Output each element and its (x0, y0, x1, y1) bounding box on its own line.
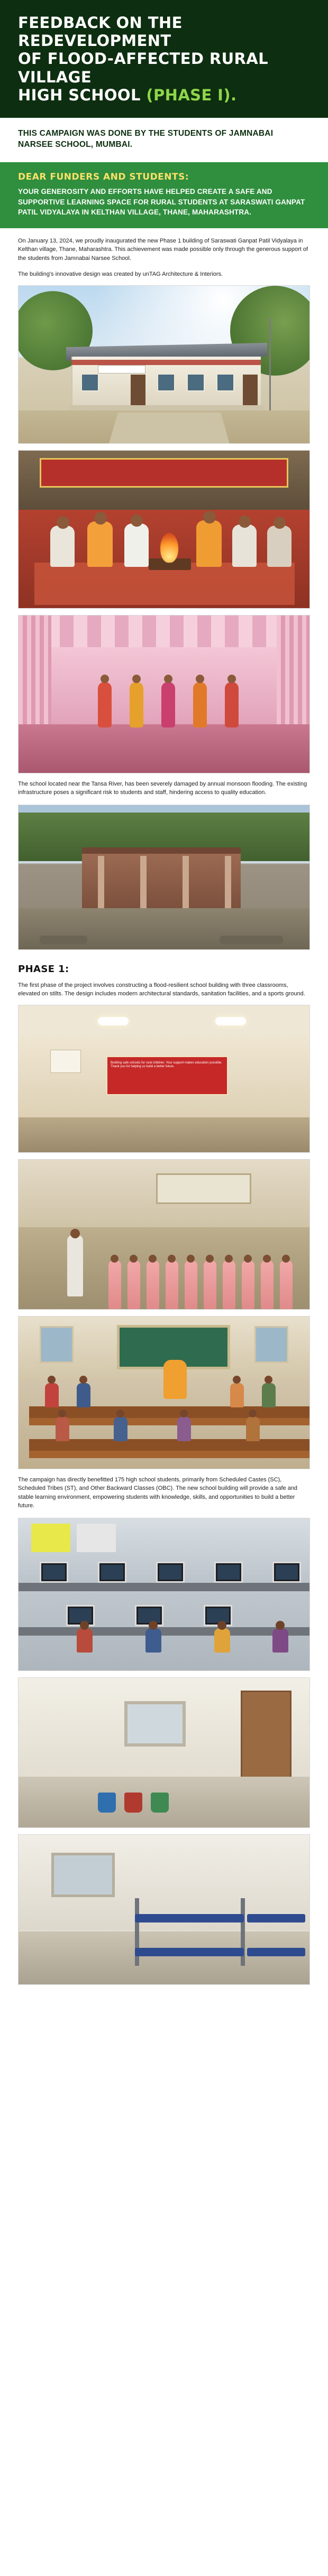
attendee (267, 526, 291, 567)
student (242, 1261, 254, 1309)
student-head (48, 1376, 56, 1384)
student (147, 1261, 159, 1309)
damage-paragraph: The school located near the Tansa River, has been severely damaged by annual monsoon flooding. The existing infrastructure poses a significant risk to students and staff, hindering access to quality education. (18, 780, 307, 796)
student (185, 1261, 197, 1309)
student (272, 1628, 288, 1653)
mattress (247, 1948, 305, 1956)
student-head (130, 1255, 138, 1263)
window (124, 1701, 186, 1747)
photo-inauguration-ceremony (18, 450, 310, 609)
monitor (98, 1562, 126, 1583)
pole (269, 318, 271, 413)
student-head (149, 1255, 157, 1263)
sign-text: Building safe schools for rural children. Your support makes education possible. Thank you for helping us build a better future. (111, 1061, 222, 1069)
photo-computer-lab (18, 1518, 310, 1671)
impact-paragraph: The campaign has directly benefitted 175 high school students, primarily from Scheduled Castes (SC), Scheduled Tribes (ST), and Other Backward Classes (OBC). The new school building will provide a safe and stable learning environment, empowering students with knowledge, skills, and opportunities to build a better future. (18, 1476, 298, 1509)
attendee-head (131, 515, 143, 527)
photo-sanitation-block (18, 1677, 310, 1828)
mattress (135, 1948, 244, 1956)
window (51, 1853, 115, 1897)
screen (138, 1608, 160, 1623)
title-banner (0, 0, 328, 118)
screen (276, 1565, 298, 1580)
column (140, 856, 147, 911)
attendee (50, 526, 75, 567)
poster-white (77, 1524, 116, 1552)
attendee (232, 525, 257, 567)
architect-paragraph: The building's innovative design was created by unTAG Architecture & Interiors. (18, 271, 223, 278)
student (230, 1383, 244, 1407)
student-head (233, 1376, 241, 1384)
student (166, 1261, 178, 1309)
column (98, 856, 104, 911)
monitor (40, 1562, 68, 1583)
student-head (206, 1255, 214, 1263)
attendee-head (203, 511, 216, 524)
student-head (111, 1255, 119, 1263)
student (77, 1628, 93, 1653)
student (280, 1261, 293, 1309)
photo-damaged-school (18, 805, 310, 950)
floor (19, 1117, 309, 1152)
ceiling-light (215, 1017, 246, 1025)
student (262, 1383, 276, 1407)
mattress (247, 1914, 305, 1922)
poster-yellow (31, 1524, 70, 1552)
student (204, 1261, 216, 1309)
student-head (263, 1255, 271, 1263)
campaign-subtitle: THIS CAMPAIGN WAS DONE BY THE STUDENTS OF JAMNABAI NARSEE SCHOOL, MUMBAI. (18, 129, 274, 150)
red-information-sign (106, 1056, 228, 1095)
student (114, 1417, 127, 1441)
attendee-head (239, 516, 251, 528)
screen (69, 1608, 92, 1623)
photo-classroom-sign (18, 1005, 310, 1153)
attendee (124, 524, 149, 567)
student (246, 1417, 260, 1441)
bucket-blue (98, 1793, 116, 1813)
student-head (217, 1621, 226, 1630)
student (108, 1261, 121, 1309)
student-head (80, 1621, 89, 1630)
attendee (87, 521, 113, 567)
student (45, 1383, 59, 1407)
attendee-head (57, 516, 69, 529)
student (261, 1261, 274, 1309)
performer-head (196, 675, 204, 683)
rubble (220, 936, 283, 944)
window (157, 374, 175, 391)
teacher (67, 1235, 83, 1296)
speaker (163, 1360, 187, 1399)
content-body (0, 237, 328, 1985)
desk-row (29, 1406, 310, 1418)
rubble (40, 936, 87, 944)
bucket-green (151, 1793, 169, 1813)
door (243, 375, 258, 405)
student-head (79, 1376, 87, 1384)
column (183, 856, 189, 911)
student-head (265, 1376, 272, 1384)
window (81, 374, 99, 391)
funders-body: YOUR GENEROSITY AND EFFORTS HAVE HELPED CREATE A SAFE AND SUPPORTIVE LEARNING SPACE FOR RURAL STUDENTS AT SARASWATI GANPAT PATIL VIDYALAYA IN KELTHAN VILLAGE, THANE, MAHARASHTRA. (18, 187, 305, 217)
brick-structure (82, 854, 241, 911)
student-head (249, 1410, 257, 1417)
bucket-red (124, 1793, 142, 1813)
door (241, 1691, 291, 1779)
performer-head (164, 675, 172, 683)
wall-notice (50, 1050, 81, 1073)
student (127, 1261, 140, 1309)
photo-dormitory (18, 1834, 310, 1985)
page-title (18, 14, 310, 104)
attendee-head (274, 517, 286, 529)
performer (98, 682, 112, 727)
window (187, 374, 205, 391)
column (225, 856, 231, 911)
student-head (225, 1255, 233, 1263)
student-head (116, 1410, 124, 1417)
bench-row (29, 1418, 310, 1425)
subtitle-banner (0, 118, 328, 162)
student-head (168, 1255, 176, 1263)
teacher-head (70, 1229, 80, 1238)
student-head (244, 1255, 252, 1263)
student-head (149, 1621, 158, 1630)
student (77, 1383, 90, 1407)
funders-heading: DEAR FUNDERS AND STUDENTS: (18, 171, 189, 182)
attendee (196, 520, 222, 567)
window (40, 1326, 74, 1363)
window (254, 1326, 288, 1363)
student (214, 1628, 230, 1653)
screen (217, 1565, 240, 1580)
student (223, 1261, 235, 1309)
performer-head (227, 675, 236, 683)
funders-banner (0, 162, 328, 228)
phase-paragraph: The first phase of the project involves constructing a flood-resilient school building with three classrooms, elevated on stilts. The design includes modern architectural standards, sanitation facilities, and a sports ground. (18, 982, 305, 997)
photo-new-building (18, 285, 310, 444)
performer (161, 682, 175, 727)
performer (130, 682, 143, 727)
performer (225, 682, 239, 727)
intro-paragraph: On January 13, 2024, we proudly inaugurated the new Phase 1 building of Saraswati Ganpat Patil Vidyalaya in Kelthan village, Thane, Maharashtra. This achievement was made possible only through the generous support of the students from Jamnabai Narsee School. (18, 237, 308, 262)
wall-band (71, 360, 261, 365)
screen (159, 1565, 181, 1580)
performer-head (132, 675, 141, 683)
student-head (187, 1255, 195, 1263)
monitor (272, 1562, 301, 1583)
ceiling-light (98, 1017, 129, 1025)
mattress (135, 1914, 244, 1922)
attendee-head (94, 512, 107, 525)
ceremony-banner (40, 458, 288, 488)
floor (19, 1931, 309, 1984)
student-head (276, 1621, 285, 1630)
lab-table (19, 1627, 309, 1636)
screen (101, 1565, 123, 1580)
phase-heading: PHASE 1: (18, 963, 69, 975)
monitor (156, 1562, 185, 1583)
ceiling (19, 1005, 309, 1036)
student-head (282, 1255, 290, 1263)
title-line-1: FEEDBACK ON THE REDEVELOPMENT (18, 14, 183, 50)
student-head (180, 1410, 188, 1417)
performer-head (101, 675, 109, 683)
photo-cultural-program (18, 615, 310, 773)
door (131, 375, 145, 405)
screen (43, 1565, 65, 1580)
window (216, 374, 234, 391)
lab-table (19, 1583, 309, 1591)
drape-left (19, 615, 51, 726)
screen (207, 1608, 229, 1623)
title-phase: (PHASE I). (146, 86, 237, 104)
title-line-3: HIGH SCHOOL (18, 86, 141, 104)
student (177, 1417, 191, 1441)
photo-classroom-session (18, 1316, 310, 1469)
performer (193, 682, 207, 727)
path (109, 412, 230, 443)
stage-floor (19, 724, 309, 773)
desk-row (29, 1439, 310, 1451)
monitor (214, 1562, 243, 1583)
notice-board (156, 1173, 251, 1204)
header (0, 0, 328, 228)
student-head (58, 1410, 66, 1417)
student (56, 1417, 69, 1441)
bench-row (29, 1451, 310, 1458)
sacred-fire (160, 533, 178, 563)
drape-right (277, 615, 309, 726)
title-line-2: OF FLOOD-AFFECTED RURAL VILLAGE (18, 50, 269, 86)
photo-students-assembly (18, 1159, 310, 1310)
school-signboard (98, 365, 145, 374)
student (145, 1628, 161, 1653)
